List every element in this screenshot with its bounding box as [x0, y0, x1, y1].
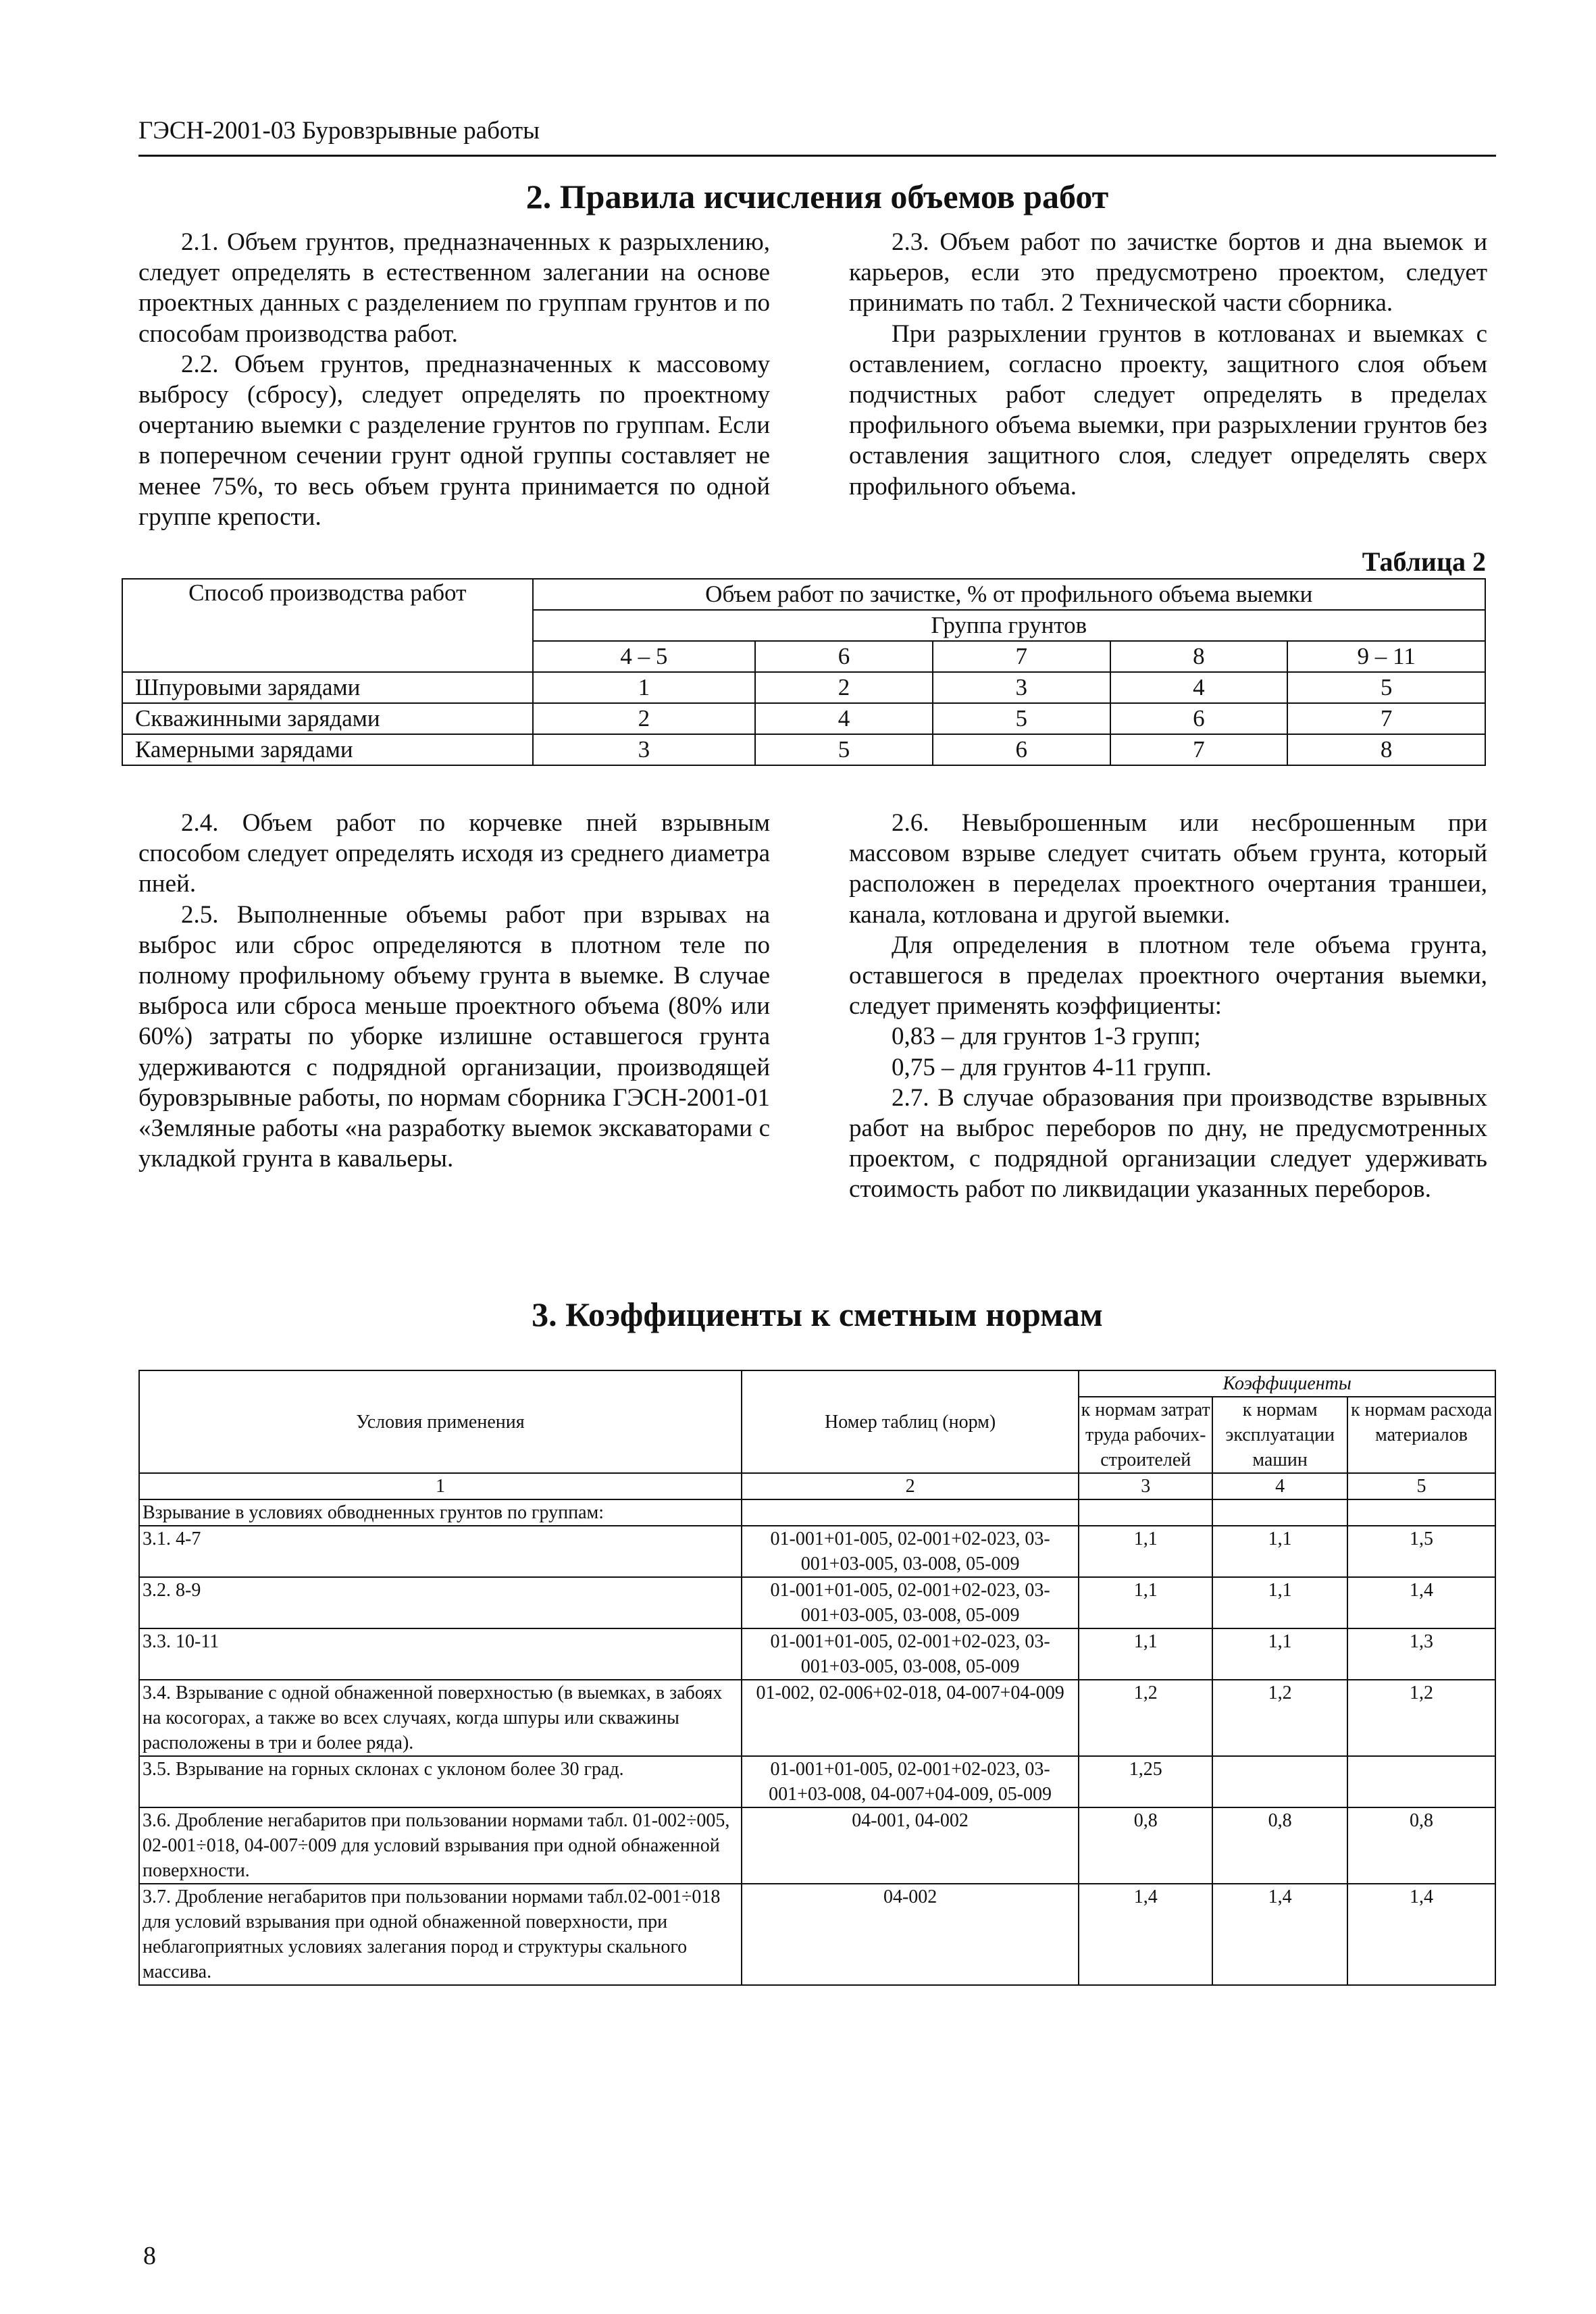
table-3-col-number: 1 [139, 1473, 742, 1499]
table-2-value: 4 [755, 703, 933, 734]
table-3-machines-header: к нормам эксплуатации машин [1212, 1397, 1347, 1473]
left-column-mid [138, 808, 770, 1174]
table-3-k-materials: 1,3 [1347, 1628, 1495, 1680]
table-row [139, 1526, 1495, 1577]
table-3-k-materials: 1,5 [1347, 1526, 1495, 1577]
table-2-method-header: Способ производства работ [122, 579, 533, 672]
table-3-k-labor: 1,25 [1079, 1756, 1212, 1807]
table-3-tables: 01-001+01-005, 02-001+02-023, 03-001+03-005, 03-008, 05-009 [742, 1577, 1079, 1628]
table-2-method: Шпуровыми зарядами [122, 672, 533, 703]
table-3-k-labor: 1,4 [1079, 1884, 1212, 1985]
table-3-k-materials: 0,8 [1347, 1807, 1495, 1884]
table-3-k-labor: 1,2 [1079, 1680, 1212, 1756]
table-2-value: 2 [533, 703, 756, 734]
para-2-2: 2.2. Объем грунтов, предназначенных к массовому выбросу (сбросу), следует определять по проектному очертанию выемки с разделение грунтов по группам. Если в поперечном сечении грунт одной группы составляет не менее 75%, то весь объем грунта принимается по одной группе крепости. [138, 350, 770, 531]
table-3-k-machines: 1,1 [1212, 1577, 1347, 1628]
table-3-col-number: 4 [1212, 1473, 1347, 1499]
table-3-tables: 04-002 [742, 1884, 1079, 1985]
page-number: 8 [143, 2242, 156, 2270]
table-2-value: 5 [755, 734, 933, 765]
table-3-materials-header: к нормам расхода материалов [1347, 1397, 1495, 1473]
left-column-top [138, 227, 770, 532]
table-2-group-cell: 7 [933, 641, 1110, 672]
table-3-tables: 01-001+01-005, 02-001+02-023, 03-001+03-005, 03-008, 05-009 [742, 1628, 1079, 1680]
para-2-7: 2.7. В случае образования при производстве взрывных работ на выброс переборов по дну, не предусмотренных проектом, с подрядной организации следует удерживать стоимость работ по ликвидации указанных переборов. [849, 1083, 1487, 1204]
table-3-k-machines: 1,1 [1212, 1628, 1347, 1680]
table-3-condition: 3.5. Взрывание на горных склонах с уклоном более 30 град. [139, 1756, 742, 1807]
right-column-mid [849, 808, 1487, 1205]
table-2-row [122, 734, 1485, 765]
para-2-3: 2.3. Объем работ по зачистке бортов и дна выемок и карьеров, если это предусмотрено проектом, следует принимать по табл. 2 Технической части сборника. [849, 228, 1487, 317]
table-3-labor-header: к нормам затрат труда рабочих-строителей [1079, 1397, 1212, 1473]
table-2 [122, 578, 1486, 766]
para-2-6: 2.6. Невыброшенным или несброшенным при массовом взрыве следует считать объем грунта, который расположен в переделах проектного очертания траншеи, канала, котлована и другой выемки. [849, 809, 1487, 929]
table-3-group-row: Взрывание в условиях обводненных грунтов по группам: [139, 1499, 742, 1526]
para-2-4: 2.4. Объем работ по корчевке пней взрывным способом следует определять исходя из среднего диаметра пней. [138, 809, 770, 898]
table-2-value: 2 [755, 672, 933, 703]
para-2-5: 2.5. Выполненные объемы работ при взрывах на выброс или сброс определяются в плотном теле по полному профильному объему грунта в выемке. В случае выброса или сброса меньше проектного объема (80% или 60%) затраты по уборке излишне оставшегося грунта удерживаются с подрядной организации, производящей буровзрывные работы, по нормам сборника ГЭСН-2001-01 «Земляные работы «на разработку выемок экскаваторами с укладкой грунта в кавальеры. [138, 900, 770, 1173]
section-2-title: 2. Правила исчисления объемов работ [525, 178, 1109, 215]
para-coef-075: 0,75 – для грунтов 4-11 групп. [892, 1053, 1212, 1081]
table-2-value: 5 [1287, 672, 1485, 703]
table-3-k-machines: 0,8 [1212, 1807, 1347, 1884]
table-3-k-materials: 1,2 [1347, 1680, 1495, 1756]
table-3-tables: 01-002, 02-006+02-018, 04-007+04-009 [742, 1680, 1079, 1756]
para-coefficients: Для определения в плотном теле объема грунта, оставшегося в пределах проектного очертания выемки, следует применять коэффициенты: [849, 931, 1487, 1021]
table-3-k-machines: 1,1 [1212, 1526, 1347, 1577]
table-3-k-machines [1212, 1756, 1347, 1807]
table-3-k-labor: 0,8 [1079, 1807, 1212, 1884]
para-coef-083: 0,83 – для грунтов 1-3 групп; [892, 1023, 1201, 1051]
table-2-group-cell: 8 [1110, 641, 1288, 672]
table-3-condition: 3.3. 10-11 [139, 1628, 742, 1680]
table-row [139, 1680, 1495, 1756]
table-3-coefs-header: Коэффициенты [1079, 1370, 1495, 1397]
table-2-group-cell: 4 – 5 [533, 641, 756, 672]
table-2-value: 7 [1110, 734, 1288, 765]
table-2-value: 6 [933, 734, 1110, 765]
table-3-k-materials: 1,4 [1347, 1577, 1495, 1628]
table-3-k-labor: 1,1 [1079, 1526, 1212, 1577]
table-3-col-number: 3 [1079, 1473, 1212, 1499]
table-2-volume-header: Объем работ по зачистке, % от профильного объема выемки [533, 579, 1485, 610]
table-row [139, 1628, 1495, 1680]
header-rule [138, 155, 1496, 157]
table-3-condition: 3.4. Взрывание с одной обнаженной поверхностью (в выемках, в забоях на косогорах, а также во всех случаях, когда шпуры или скважины расположены в три и более ряда). [139, 1680, 742, 1756]
table-3-k-machines: 1,4 [1212, 1884, 1347, 1985]
table-3-condition: 3.7. Дробление негабаритов при пользовании нормами табл.02-001÷018 для условий взрывания при одной обнаженной поверхности, при неблагоприятных условиях залегания пород и структуры скального массива. [139, 1884, 742, 1985]
table-2-title: Таблица 2 [1362, 546, 1486, 577]
table-3-condition: 3.2. 8-9 [139, 1577, 742, 1628]
table-row [139, 1884, 1495, 1985]
table-2-row [122, 703, 1485, 734]
table-3-tables: 01-001+01-005, 02-001+02-023, 03-001+03-008, 04-007+04-009, 05-009 [742, 1756, 1079, 1807]
table-2-value: 4 [1110, 672, 1288, 703]
table-2-value: 5 [933, 703, 1110, 734]
table-2-value: 3 [533, 734, 756, 765]
table-3-k-materials: 1,4 [1347, 1884, 1495, 1985]
table-2-group-cell: 9 – 11 [1287, 641, 1485, 672]
table-2-value: 3 [933, 672, 1110, 703]
table-2-method: Камерными зарядами [122, 734, 533, 765]
table-3-k-machines: 1,2 [1212, 1680, 1347, 1756]
section-3-title: 3. Коэффициенты к сметным нормам [532, 1295, 1103, 1333]
table-2-value: 8 [1287, 734, 1485, 765]
right-column-top [849, 227, 1487, 502]
running-header: ГЭСН-2001-03 Буровзрывные работы [138, 117, 540, 145]
table-2-group-header: Группа грунтов [533, 610, 1485, 641]
table-3 [138, 1370, 1496, 1986]
table-3-k-materials [1347, 1756, 1495, 1807]
table-3-k-labor: 1,1 [1079, 1577, 1212, 1628]
table-3-tables-header: Номер таблиц (норм) [742, 1370, 1079, 1473]
table-2-value: 6 [1110, 703, 1288, 734]
table-row [139, 1807, 1495, 1884]
table-3-col-number: 5 [1347, 1473, 1495, 1499]
table-2-row [122, 672, 1485, 703]
table-3-tables: 04-001, 04-002 [742, 1807, 1079, 1884]
table-3-condition: 3.1. 4-7 [139, 1526, 742, 1577]
table-2-method: Скважинными зарядами [122, 703, 533, 734]
table-3-k-labor: 1,1 [1079, 1628, 1212, 1680]
table-2-value: 7 [1287, 703, 1485, 734]
para-2-1: 2.1. Объем грунтов, предназначенных к разрыхлению, следует определять в естественном залегании на основе проектных данных с разделением по группам грунтов и по способам производства работ. [138, 228, 770, 348]
table-row [139, 1577, 1495, 1628]
table-3-conditions-header: Условия применения [139, 1370, 742, 1473]
table-3-col-number: 2 [742, 1473, 1079, 1499]
table-2-group-cell: 6 [755, 641, 933, 672]
table-3-condition: 3.6. Дробление негабаритов при пользовании нормами табл. 01-002÷005, 02-001÷018, 04-007÷009 для условий взрывания при одной обнаженной поверхности. [139, 1807, 742, 1884]
table-3-tables: 01-001+01-005, 02-001+02-023, 03-001+03-005, 03-008, 05-009 [742, 1526, 1079, 1577]
table-row [139, 1756, 1495, 1807]
table-2-value: 1 [533, 672, 756, 703]
para-protective-layer: При разрыхлении грунтов в котлованах и выемках с оставлением, согласно проекту, защитного слоя объем подчистных работ следует определять в пределах профильного объема выемки, при разрыхлении грунтов без оставления защитного слоя, следует определять сверх профильного объема. [849, 319, 1487, 500]
